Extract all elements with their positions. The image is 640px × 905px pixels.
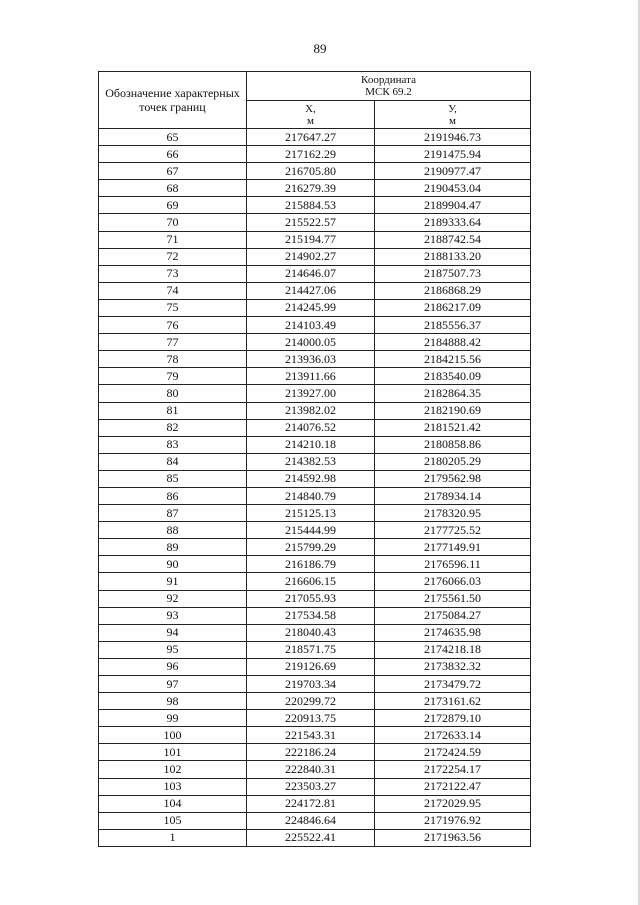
table-row: [99, 727, 531, 744]
point-id-cell: 80: [99, 385, 247, 402]
point-id-cell: 100: [99, 727, 247, 744]
x-coordinate-cell: 215125.13: [247, 505, 375, 522]
point-id-cell: 86: [99, 487, 247, 504]
table-row: [99, 180, 531, 197]
y-coordinate-cell: 2183540.09: [375, 368, 531, 385]
y-coordinate-cell: 2182864.35: [375, 385, 531, 402]
point-id-cell: 90: [99, 556, 247, 573]
x-coordinate-cell: 218040.43: [247, 624, 375, 641]
x-coordinate-cell: 217534.58: [247, 607, 375, 624]
x-coordinate-cell: 224846.64: [247, 812, 375, 829]
x-coordinate-cell: 216279.39: [247, 180, 375, 197]
header-y: [375, 101, 531, 129]
header-coordinate-title: Координата: [361, 74, 416, 86]
x-coordinate-cell: 220299.72: [247, 693, 375, 710]
y-coordinate-cell: 2172424.59: [375, 744, 531, 761]
point-id-cell: 99: [99, 710, 247, 727]
header-x-label: X,: [305, 102, 316, 115]
x-coordinate-cell: 224172.81: [247, 795, 375, 812]
table-row: [99, 795, 531, 812]
y-coordinate-cell: 2171963.56: [375, 829, 531, 846]
point-id-cell: 81: [99, 402, 247, 419]
x-coordinate-cell: 217055.93: [247, 590, 375, 607]
point-id-cell: 70: [99, 214, 247, 231]
table-row: [99, 539, 531, 556]
y-coordinate-cell: 2188133.20: [375, 248, 531, 265]
table-row: [99, 487, 531, 504]
y-coordinate-cell: 2190453.04: [375, 180, 531, 197]
y-coordinate-cell: 2182190.69: [375, 402, 531, 419]
table-row: [99, 214, 531, 231]
x-coordinate-cell: 215194.77: [247, 231, 375, 248]
table-row: [99, 624, 531, 641]
x-coordinate-cell: 215799.29: [247, 539, 375, 556]
x-coordinate-cell: 215522.57: [247, 214, 375, 231]
point-id-cell: 102: [99, 761, 247, 778]
point-id-cell: 103: [99, 778, 247, 795]
table-row: [99, 744, 531, 761]
table-row: [99, 419, 531, 436]
table-row: [99, 317, 531, 334]
point-id-cell: 66: [99, 146, 247, 163]
x-coordinate-cell: 214382.53: [247, 453, 375, 470]
point-id-cell: 76: [99, 317, 247, 334]
y-coordinate-cell: 2185556.37: [375, 317, 531, 334]
y-coordinate-cell: 2172122.47: [375, 778, 531, 795]
table-row: [99, 778, 531, 795]
point-id-cell: 74: [99, 282, 247, 299]
x-coordinate-cell: 222840.31: [247, 761, 375, 778]
header-coordinate: [247, 72, 531, 101]
y-coordinate-cell: 2189333.64: [375, 214, 531, 231]
point-id-cell: 69: [99, 197, 247, 214]
header-y-label: У,: [448, 102, 457, 115]
point-id-cell: 105: [99, 812, 247, 829]
x-coordinate-cell: 214000.05: [247, 334, 375, 351]
point-id-cell: 71: [99, 231, 247, 248]
y-coordinate-cell: 2190977.47: [375, 163, 531, 180]
header-coordinate-system: МСК 69.2: [365, 86, 412, 98]
point-id-cell: 75: [99, 299, 247, 316]
y-coordinate-cell: 2179562.98: [375, 470, 531, 487]
point-id-cell: 84: [99, 453, 247, 470]
x-coordinate-cell: 215444.99: [247, 522, 375, 539]
point-id-cell: 101: [99, 744, 247, 761]
table-row: [99, 282, 531, 299]
y-coordinate-cell: 2173161.62: [375, 693, 531, 710]
point-id-cell: 82: [99, 419, 247, 436]
table-row: [99, 556, 531, 573]
table-row: [99, 676, 531, 693]
point-id-cell: 87: [99, 505, 247, 522]
y-coordinate-cell: 2189904.47: [375, 197, 531, 214]
table-row: [99, 607, 531, 624]
y-coordinate-cell: 2172029.95: [375, 795, 531, 812]
x-coordinate-cell: 217162.29: [247, 146, 375, 163]
y-coordinate-cell: 2186868.29: [375, 282, 531, 299]
point-id-cell: 68: [99, 180, 247, 197]
y-coordinate-cell: 2186217.09: [375, 299, 531, 316]
point-id-cell: 92: [99, 590, 247, 607]
y-coordinate-cell: 2180205.29: [375, 453, 531, 470]
x-coordinate-cell: 215884.53: [247, 197, 375, 214]
y-coordinate-cell: 2175561.50: [375, 590, 531, 607]
x-coordinate-cell: 214076.52: [247, 419, 375, 436]
table-row: [99, 658, 531, 675]
y-coordinate-cell: 2172254.17: [375, 761, 531, 778]
point-id-cell: 97: [99, 676, 247, 693]
table-row: [99, 453, 531, 470]
table-row: [99, 761, 531, 778]
point-id-cell: 85: [99, 470, 247, 487]
point-id-cell: 95: [99, 641, 247, 658]
y-coordinate-cell: 2174218.18: [375, 641, 531, 658]
point-id-cell: 98: [99, 693, 247, 710]
x-coordinate-cell: 213936.03: [247, 351, 375, 368]
table-row: [99, 231, 531, 248]
table-row: [99, 402, 531, 419]
y-coordinate-cell: 2177149.91: [375, 539, 531, 556]
point-id-cell: 67: [99, 163, 247, 180]
coordinates-table: [98, 71, 531, 847]
point-id-cell: 72: [99, 248, 247, 265]
x-coordinate-cell: 216705.80: [247, 163, 375, 180]
table-row: [99, 693, 531, 710]
y-coordinate-cell: 2174635.98: [375, 624, 531, 641]
table-row: [99, 812, 531, 829]
point-id-cell: 79: [99, 368, 247, 385]
x-coordinate-cell: 223503.27: [247, 778, 375, 795]
y-coordinate-cell: 2191946.73: [375, 129, 531, 146]
header-y-unit: м: [449, 114, 456, 127]
header-point-label: Обозначение характерных точек границ: [99, 72, 247, 129]
point-id-cell: 91: [99, 573, 247, 590]
y-coordinate-cell: 2177725.52: [375, 522, 531, 539]
x-coordinate-cell: 214902.27: [247, 248, 375, 265]
header-x: [247, 101, 375, 129]
x-coordinate-cell: 214245.99: [247, 299, 375, 316]
table-row: [99, 334, 531, 351]
y-coordinate-cell: 2181521.42: [375, 419, 531, 436]
x-coordinate-cell: 217647.27: [247, 129, 375, 146]
y-coordinate-cell: 2184888.42: [375, 334, 531, 351]
table-row: [99, 368, 531, 385]
x-coordinate-cell: 225522.41: [247, 829, 375, 846]
x-coordinate-cell: 214103.49: [247, 317, 375, 334]
y-coordinate-cell: 2176066.03: [375, 573, 531, 590]
x-coordinate-cell: 214427.06: [247, 282, 375, 299]
page-number: 89: [313, 41, 327, 56]
table-row: [99, 265, 531, 282]
y-coordinate-cell: 2178934.14: [375, 487, 531, 504]
table-body: [99, 129, 531, 847]
x-coordinate-cell: 214840.79: [247, 487, 375, 504]
y-coordinate-cell: 2173832.32: [375, 658, 531, 675]
x-coordinate-cell: 214592.98: [247, 470, 375, 487]
table-row: [99, 146, 531, 163]
y-coordinate-cell: 2191475.94: [375, 146, 531, 163]
point-id-cell: 104: [99, 795, 247, 812]
table-row: [99, 351, 531, 368]
x-coordinate-cell: 221543.31: [247, 727, 375, 744]
point-id-cell: 83: [99, 436, 247, 453]
point-id-cell: 77: [99, 334, 247, 351]
table-row: [99, 505, 531, 522]
point-id-cell: 89: [99, 539, 247, 556]
x-coordinate-cell: 220913.75: [247, 710, 375, 727]
point-id-cell: 93: [99, 607, 247, 624]
table-row: [99, 299, 531, 316]
header-x-unit: м: [307, 114, 314, 127]
y-coordinate-cell: 2178320.95: [375, 505, 531, 522]
table-row: [99, 436, 531, 453]
x-coordinate-cell: 214646.07: [247, 265, 375, 282]
y-coordinate-cell: 2175084.27: [375, 607, 531, 624]
point-id-cell: 1: [99, 829, 247, 846]
point-id-cell: 78: [99, 351, 247, 368]
table-row: [99, 129, 531, 146]
x-coordinate-cell: 214210.18: [247, 436, 375, 453]
table-row: [99, 470, 531, 487]
table-row: [99, 829, 531, 846]
x-coordinate-cell: 218571.75: [247, 641, 375, 658]
y-coordinate-cell: 2172879.10: [375, 710, 531, 727]
y-coordinate-cell: 2180858.86: [375, 436, 531, 453]
x-coordinate-cell: 216186.79: [247, 556, 375, 573]
x-coordinate-cell: 216606.15: [247, 573, 375, 590]
y-coordinate-cell: 2171976.92: [375, 812, 531, 829]
table-row: [99, 197, 531, 214]
y-coordinate-cell: 2184215.56: [375, 351, 531, 368]
table-row: [99, 590, 531, 607]
y-coordinate-cell: 2172633.14: [375, 727, 531, 744]
table-row: [99, 385, 531, 402]
point-id-cell: 96: [99, 658, 247, 675]
y-coordinate-cell: 2187507.73: [375, 265, 531, 282]
table-row: [99, 641, 531, 658]
point-id-cell: 94: [99, 624, 247, 641]
x-coordinate-cell: 213982.02: [247, 402, 375, 419]
point-id-cell: 65: [99, 129, 247, 146]
point-id-cell: 73: [99, 265, 247, 282]
y-coordinate-cell: 2176596.11: [375, 556, 531, 573]
table-row: [99, 163, 531, 180]
table-row: [99, 573, 531, 590]
y-coordinate-cell: 2173479.72: [375, 676, 531, 693]
x-coordinate-cell: 213911.66: [247, 368, 375, 385]
x-coordinate-cell: 213927.00: [247, 385, 375, 402]
table-row: [99, 248, 531, 265]
x-coordinate-cell: 219126.69: [247, 658, 375, 675]
point-id-cell: 88: [99, 522, 247, 539]
y-coordinate-cell: 2188742.54: [375, 231, 531, 248]
table-row: [99, 710, 531, 727]
x-coordinate-cell: 219703.34: [247, 676, 375, 693]
table-row: [99, 522, 531, 539]
x-coordinate-cell: 222186.24: [247, 744, 375, 761]
